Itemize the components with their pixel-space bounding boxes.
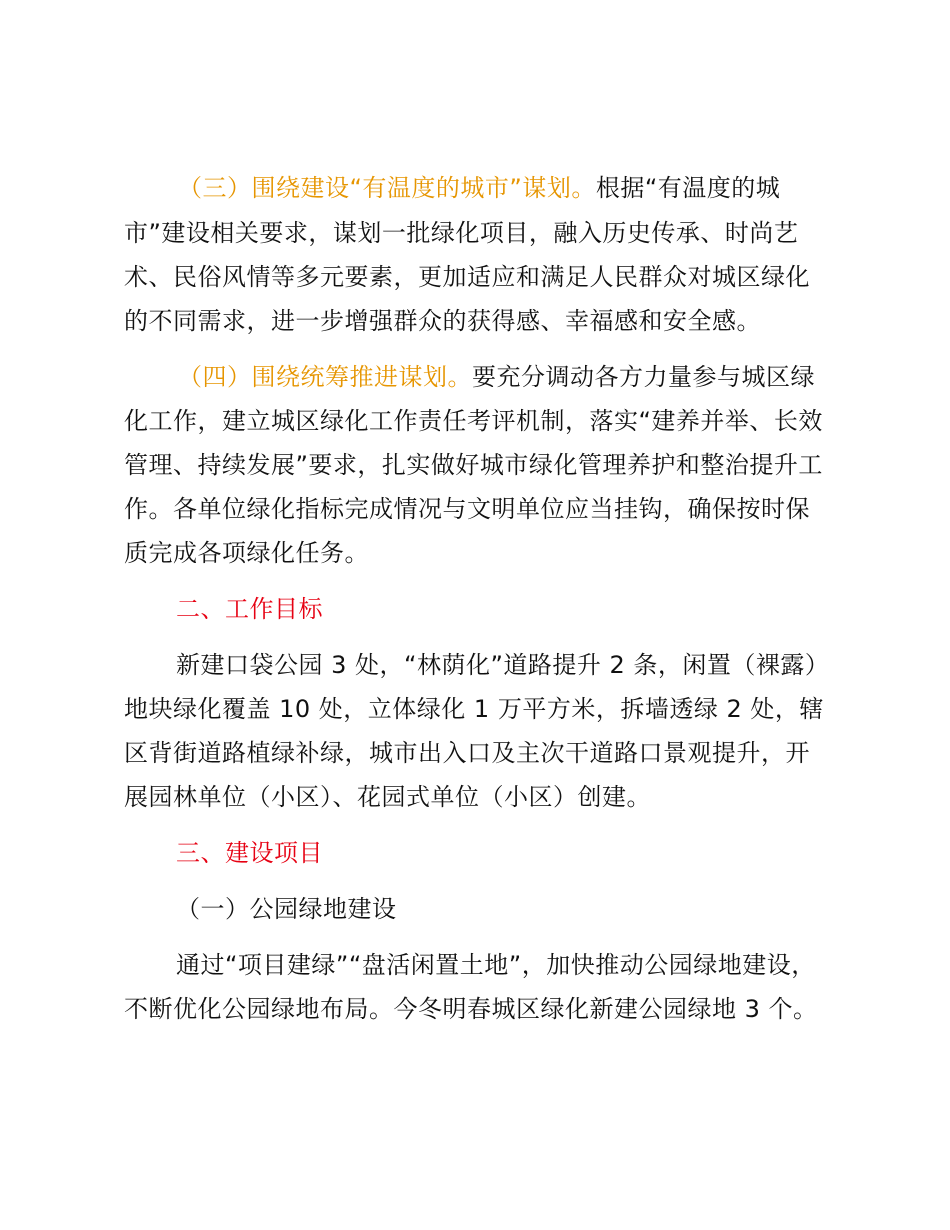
paragraph-4-line-4: 作。各单位绿化指标完成情况与文明单位应当挂钩，确保按时保 bbox=[124, 495, 810, 523]
goals-line-4: 展园林单位（小区）、花园式单位（小区）创建。 bbox=[124, 783, 651, 811]
section-4-heading: （四）围绕统筹推进谋划。 bbox=[178, 363, 472, 391]
projects-heading: 三、建设项目 bbox=[176, 839, 323, 867]
paragraph-4-line-1 bbox=[178, 362, 815, 392]
goals-line-3: 区背街道路植绿补绿，城市出入口及主次干道路口景观提升，开 bbox=[124, 739, 810, 767]
paragraph-4-line-2: 化工作，建立城区绿化工作责任考评机制，落实“建养并举、长效 bbox=[124, 407, 823, 435]
goals-line-2: 地块绿化覆盖 10 处，立体绿化 1 万平方米，拆墙透绿 2 处，辖 bbox=[124, 695, 824, 723]
paragraph-4-line-3: 管理、持续发展”要求，扎实做好城市绿化管理养护和整治提升工 bbox=[124, 451, 823, 479]
projects-line-1: 通过“项目建绿”“盘活闲置土地”，加快推动公园绿地建设， bbox=[176, 951, 816, 979]
section-3-heading: （三）围绕建设“有温度的城市”谋划。 bbox=[178, 174, 596, 202]
paragraph-3-line-2: 市”建设相关要求，谋划一批绿化项目，融入历史传承、时尚艺 bbox=[124, 219, 799, 247]
paragraph-3-line-4: 的不同需求，进一步增强群众的获得感、幸福感和安全感。 bbox=[124, 307, 761, 335]
goals-line-1: 新建口袋公园 3 处，“林荫化”道路提升 2 条，闲置（裸露） bbox=[176, 651, 830, 679]
paragraph-4-line-5: 质完成各项绿化任务。 bbox=[124, 539, 369, 567]
projects-line-2: 不断优化公园绿地布局。今冬明春城区绿化新建公园绿地 3 个。 bbox=[124, 995, 818, 1023]
paragraph-3-line-3: 术、民俗风情等多元要素，更加适应和满足人民群众对城区绿化 bbox=[124, 263, 810, 291]
goals-heading: 二、工作目标 bbox=[176, 595, 323, 623]
paragraph-3-line-1 bbox=[178, 173, 780, 203]
projects-subheading-1: （一）公园绿地建设 bbox=[176, 895, 397, 923]
section-4-text: 要充分调动各方力量参与城区绿 bbox=[472, 363, 815, 391]
section-3-text: 根据“有温度的城 bbox=[595, 174, 781, 202]
